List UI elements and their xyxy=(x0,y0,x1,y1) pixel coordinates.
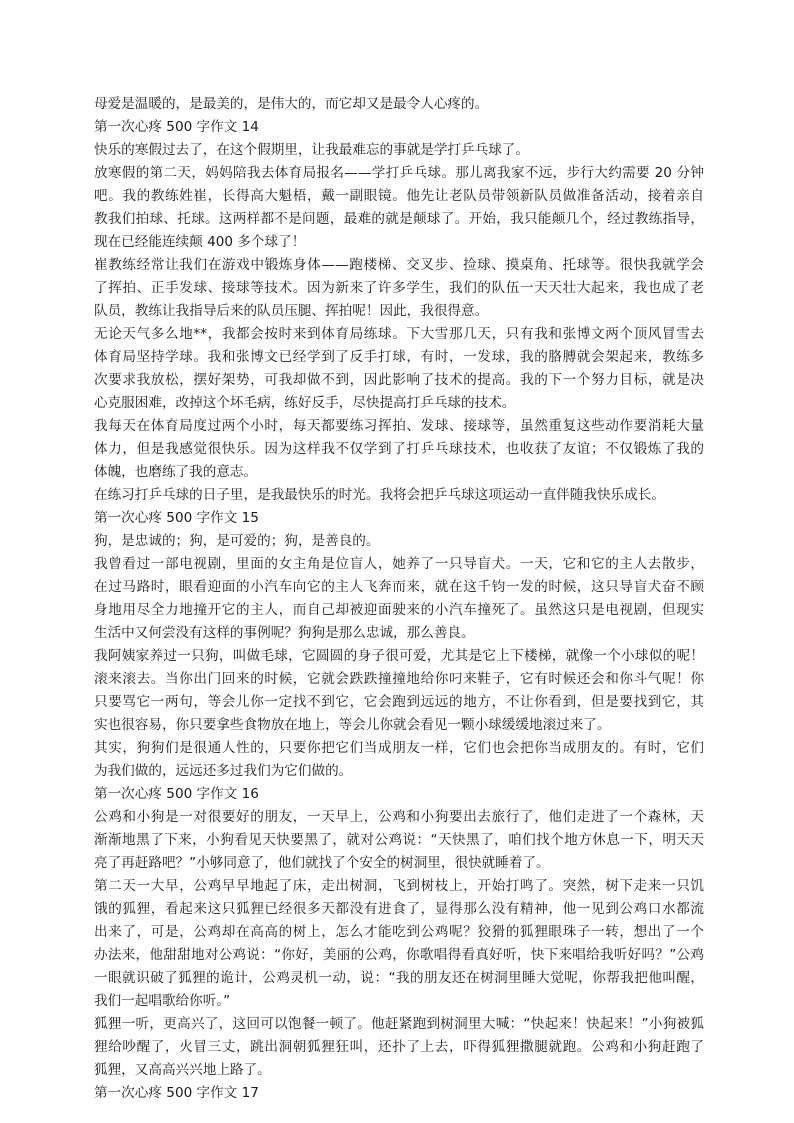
text-line: 体魄，也磨练了我的意志。 xyxy=(94,464,258,480)
section-heading: 第一次心疼 500 字作文 14 xyxy=(94,119,259,135)
text-line: 一眼就识破了狐狸的诡计，公鸡灵机一动，说：“我的朋友还在树洞里睡大觉呢，你帮我把他叫醒， xyxy=(94,970,704,986)
paragraph xyxy=(94,415,704,484)
text-line: 狐狸，又高高兴兴地上路了。 xyxy=(94,1062,271,1078)
section-heading: 第一次心疼 500 字作文 17 xyxy=(94,1085,259,1101)
text-line: 我们一起唱歌给你听。” xyxy=(94,993,231,1009)
text-line: 母爱是温暖的，是最美的，是伟大的，而它却又是最令人心疼的。 xyxy=(94,96,489,112)
text-line: 饿的狐狸，看起来这只狐狸已经很多天都没有进食了，显得那么没有精神，他一见到公鸡口水都流 xyxy=(94,901,704,917)
paragraph xyxy=(94,1013,704,1082)
paragraph xyxy=(94,737,704,783)
paragraph xyxy=(94,93,704,116)
paragraph xyxy=(94,162,704,254)
paragraph xyxy=(94,875,704,1013)
text-line: 狗，是忠诚的；狗，是可爱的；狗，是善良的。 xyxy=(94,533,380,549)
text-line: 第二天一大早，公鸡早早地起了床，走出树洞，飞到树枝上，开始打鸣了。突然，树下走来一只饥 xyxy=(94,878,704,894)
text-line: 公鸡和小狗是一对很要好的朋友，一天早上，公鸡和小狗要出去旅行了，他们走进了一个森林，天 xyxy=(94,809,704,825)
text-line: 亮了再赶路吧？”小够同意了，他们就找了个安全的树洞里，很快就睡着了。 xyxy=(94,855,550,871)
text-line: 我每天在体育局度过两个小时，每天都要练习挥拍、发球、接球等，虽然重复这些动作要消耗大量 xyxy=(94,418,704,434)
text-line: 放寒假的第二天，妈妈陪我去体育局报名——学打乒乓球。那儿离我家不远，步行大约需要 20 分钟 xyxy=(94,165,704,181)
text-line: 在练习打乒乓球的日子里，是我最快乐的时光。我将会把乒乓球这项运动一直伴随我快乐成长。 xyxy=(94,487,665,503)
text-line: 心克服困难，改掉这个坏毛病，练好反手，尽快提高打乒乓球的技术。 xyxy=(94,395,516,411)
text-line: 在过马路时，眼看迎面的小汽车向它的主人飞奔而来，就在这千钧一发的时候，这只导盲犬奋不顾 xyxy=(94,579,704,595)
text-line: 体力，但是我感觉很快乐。因为这样我不仅学到了打乒乓球技术，也收获了友谊；不仅锻炼了我的 xyxy=(94,441,704,457)
text-line: 现在已经能连续颠 400 多个球了！ xyxy=(94,234,306,250)
text-line: 滚来滚去。当你出门回来的时候，它就会跌跌撞撞地给你叼来鞋子，它有时候还会和你斗气呢！你 xyxy=(94,671,704,687)
paragraph xyxy=(94,553,704,645)
text-line: 渐渐地黑了下来，小狗看见天快要黑了，就对公鸡说：“天快黑了，咱们找个地方休息一下，明天天 xyxy=(94,832,704,848)
text-line: 队员，教练让我指导后来的队员压腿、挥拍呢！因此，我很得意。 xyxy=(94,303,489,319)
paragraph xyxy=(94,484,704,507)
text-line: 次要求我放松，摆好架势，可我却做不到，因此影响了技术的提高。我的下一个努力目标，就是决 xyxy=(94,372,704,388)
text-line: 狸给吵醒了，火冒三丈，跳出洞朝狐狸狂叫，还扑了上去，吓得狐狸撒腿就跑。公鸡和小狗赶跑了 xyxy=(94,1039,704,1055)
text-line: 实也很容易，你只要拿些食物放在地上，等会儿你就会看见一颗小球缓缓地滚过来了。 xyxy=(94,717,611,733)
document-page xyxy=(94,93,704,1105)
text-line: 我阿姨家养过一只狗，叫做毛球，它圆圆的身子很可爱，尤其是它上下楼梯，就像一个小球似的呢！ xyxy=(94,648,704,664)
section-heading: 第一次心疼 500 字作文 15 xyxy=(94,510,259,526)
text-line: 吧。我的教练姓崔，长得高大魁梧，戴一副眼镜。他先让老队员带领新队员做准备活动，接着亲自 xyxy=(94,188,704,204)
text-line: 崔教练经常让我们在游戏中锻炼身体——跑楼梯、交叉步、捡球、摸桌角、托球等。很快我就学会 xyxy=(94,257,704,273)
text-line: 其实，狗狗们是很通人性的，只要你把它们当成朋友一样，它们也会把你当成朋友的。有时，它们 xyxy=(94,740,704,756)
text-line: 我曾看过一部电视剧，里面的女主角是位盲人，她养了一只导盲犬。一天，它和它的主人去散步， xyxy=(94,556,704,572)
text-line: 快乐的寒假过去了，在这个假期里，让我最难忘的事就是学打乒乓球了。 xyxy=(94,142,529,158)
section-heading: 第一次心疼 500 字作文 16 xyxy=(94,786,259,802)
text-line: 办法来，他甜甜地对公鸡说：“你好，美丽的公鸡，你歌唱得看真好听，快下来唱给我听好吗？”公鸡 xyxy=(94,947,704,963)
paragraph xyxy=(94,139,704,162)
text-line: 只要骂它一两句，等会儿你一定找不到它，它会跑到远远的地方，不让你看到，但是要找到它，其 xyxy=(94,694,704,710)
text-line: 出来了，可是，公鸡却在高高的树上，怎么才能吃到公鸡呢？狡猾的狐狸眼珠子一转，想出了一个 xyxy=(94,924,704,940)
paragraph xyxy=(94,254,704,323)
text-line: 生活中又何尝没有这样的事例呢？狗狗是那么忠诚，那么善良。 xyxy=(94,625,475,641)
paragraph xyxy=(94,530,704,553)
text-line: 教我们拍球、托球。这两样都不是问题，最难的就是颠球了。开始，我只能颠几个，经过教练指导， xyxy=(94,211,704,227)
paragraph xyxy=(94,323,704,415)
text-line: 为我们做的，远远还多过我们为它们做的。 xyxy=(94,763,353,779)
paragraph xyxy=(94,645,704,737)
text-line: 体育局坚持学球。我和张博文已经学到了反手打球，有时，一发球，我的胳膊就会架起来，教练多 xyxy=(94,349,704,365)
text-line: 身地用尽全力地撞开它的主人，而自己却被迎面驶来的小汽车撞死了。虽然这只是电视剧，但现实 xyxy=(94,602,704,618)
text-line: 了挥拍、正手发球、接球等技术。因为新来了许多学生，我们的队伍一天天壮大起来，我也成了老 xyxy=(94,280,704,296)
paragraph xyxy=(94,806,704,875)
text-line: 无论天气多么地**，我都会按时来到体育局练球。下大雪那几天，只有我和张博文两个顶风冒雪去 xyxy=(94,326,704,342)
text-line: 狐狸一听，更高兴了，这回可以饱餐一顿了。他赶紧跑到树洞里大喊：“快起来！快起来！”小狗被狐 xyxy=(94,1016,704,1032)
